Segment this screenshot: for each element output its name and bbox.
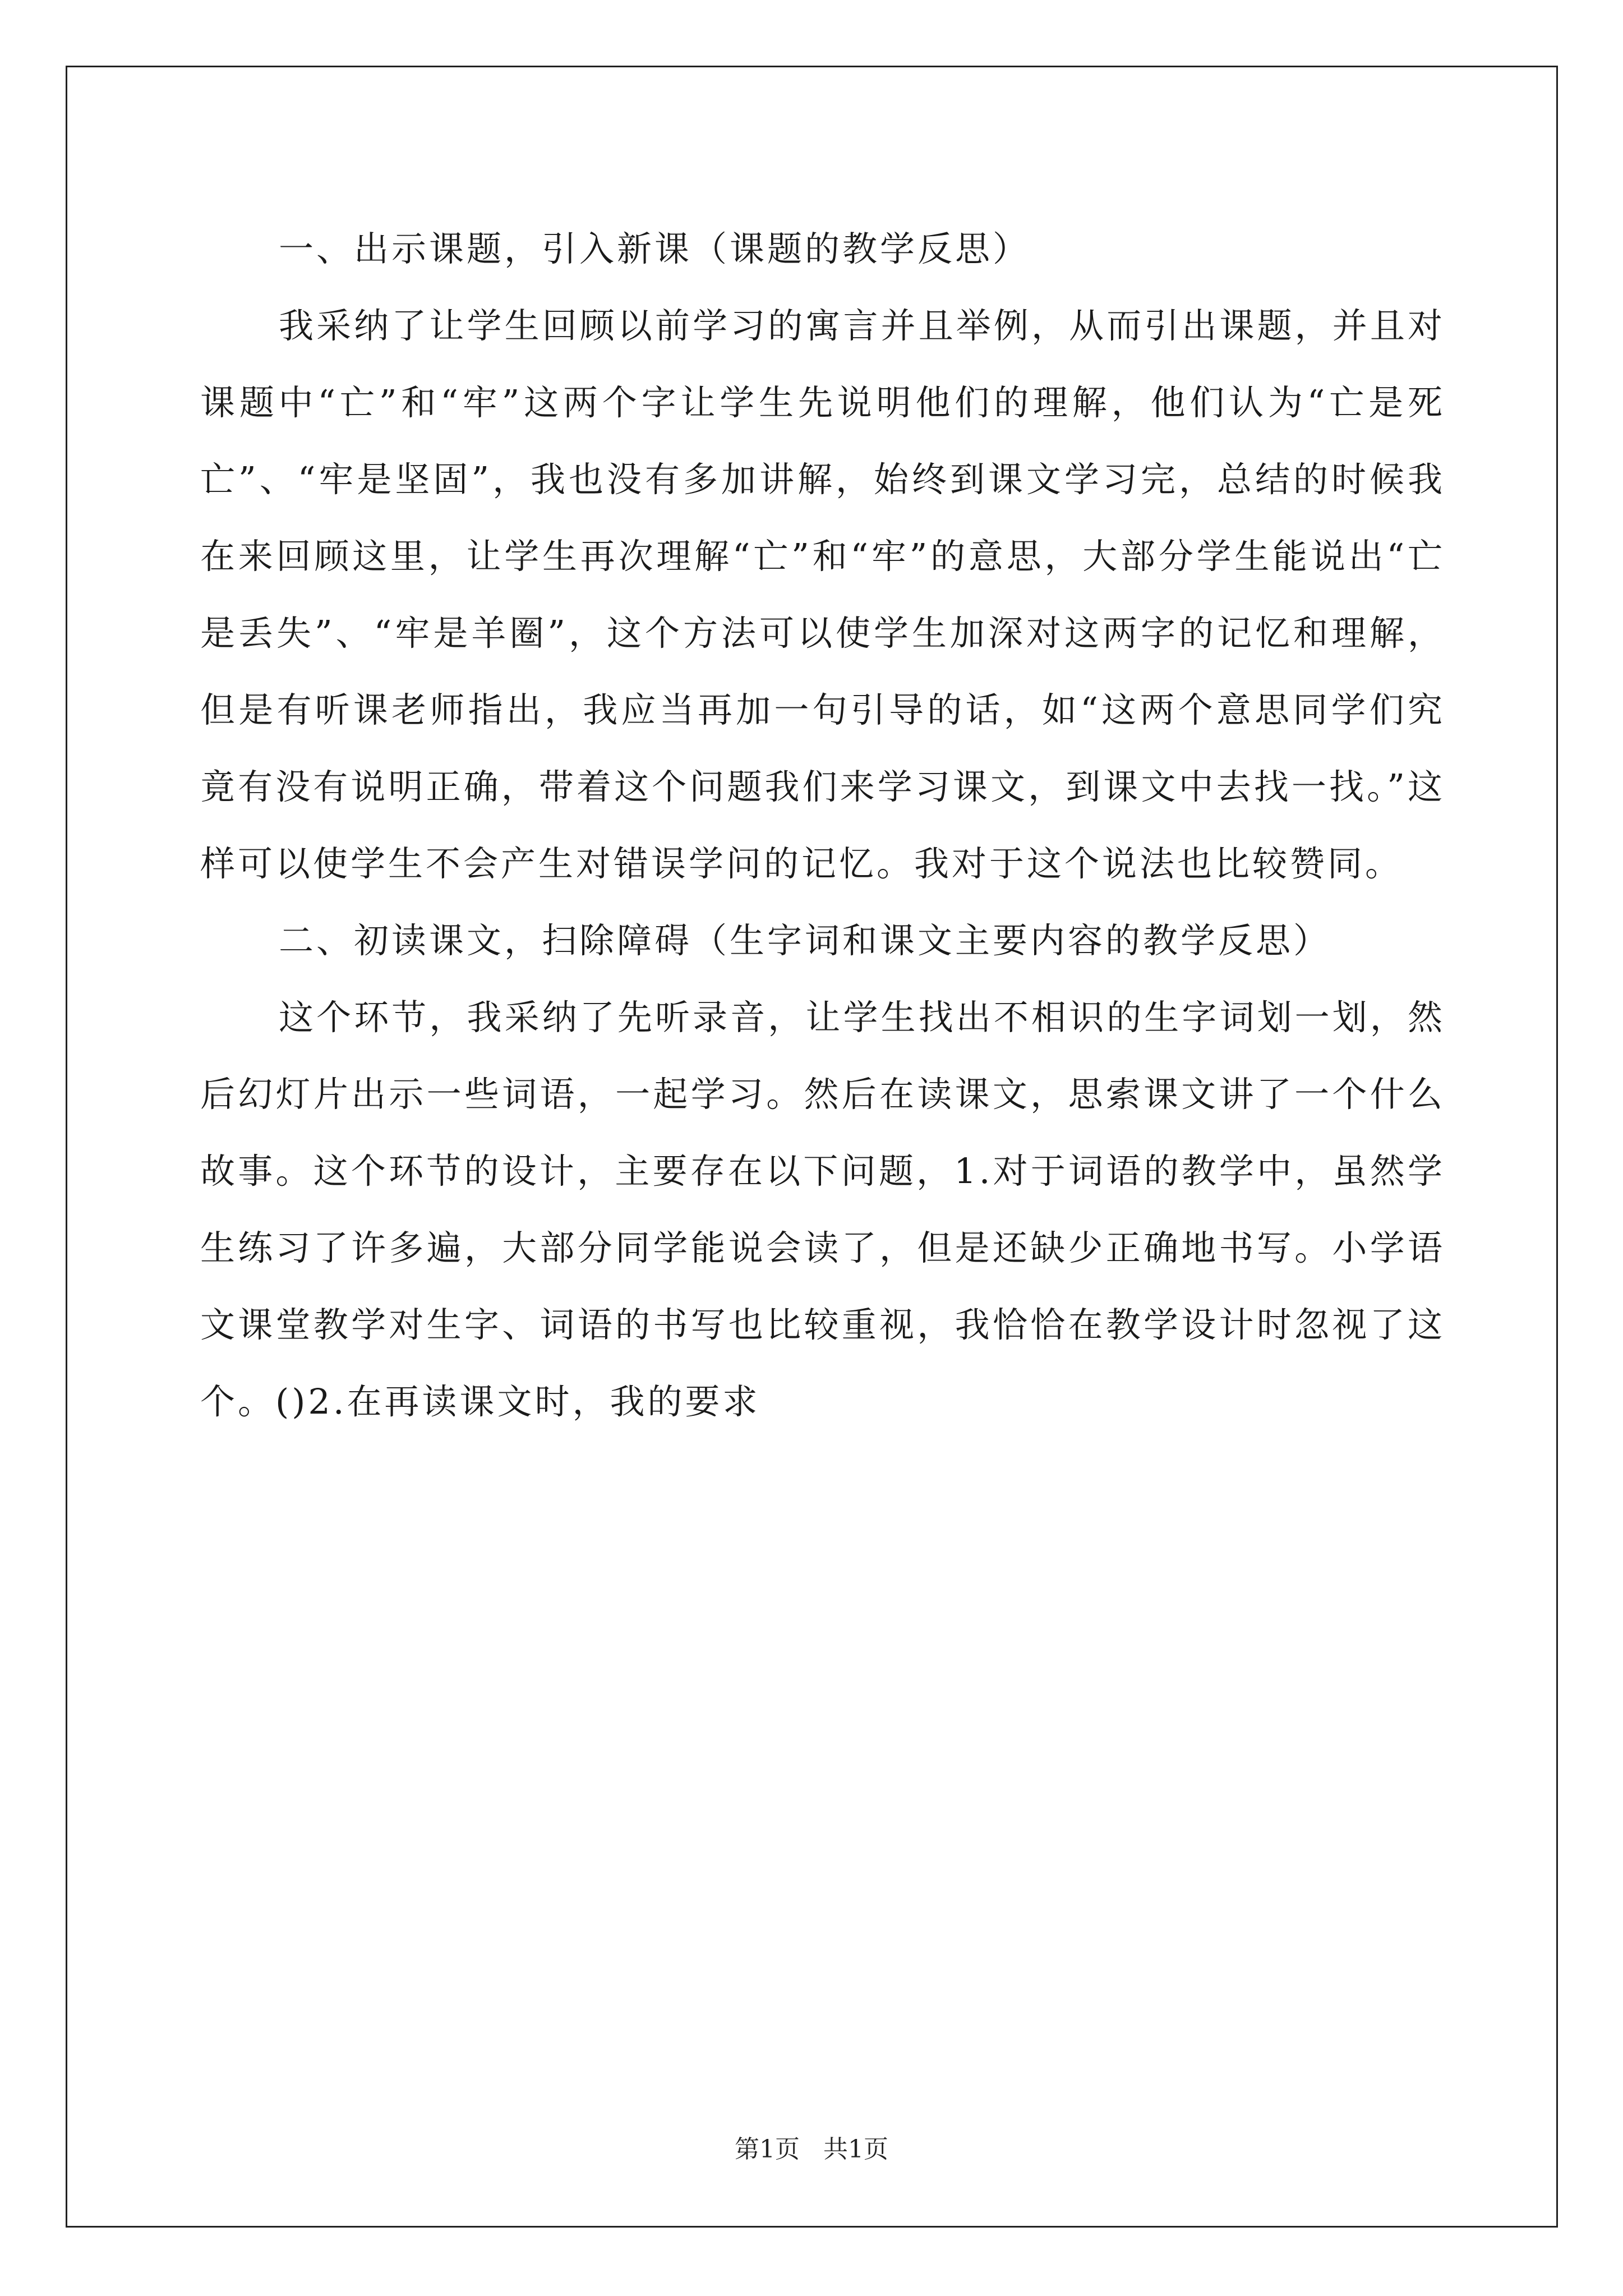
page-number-total: 共1页 <box>823 2135 888 2164</box>
page-footer <box>0 2129 1623 2165</box>
page-number-current: 第1页 <box>735 2135 800 2164</box>
paragraph-1: 我采纳了让学生回顾以前学习的寓言并且举例，从而引出课题，并且对课题中“亡”和“牢”这两个字让学生先说明他们的理解，他们认为“亡是死亡”、“牢是坚固”，我也没有多加讲解，始终到课文学习完，总结的时候我在来回顾这里，让学生再次理解“亡”和“牢”的意思，大部分学生能说出“亡是丢失”、“牢是羊圈”，这个方法可以使学生加深对这两字的记忆和理解，但是有听课老师指出，我应当再加一句引导的话，如“这两个意思同学们究竟有没有说明正确，带着这个问题我们来学习课文，到课文中去找一找。”这样可以使学生不会产生对错误学问的记忆。我对于这个说法也比较赞同。 <box>200 305 1445 884</box>
section-heading-2: 二、初读课文，扫除障碍（生字词和课文主要内容的教学反思） <box>279 920 1331 961</box>
section-heading-1: 一、出示课题，引入新课（课题的教学反思） <box>279 228 1031 269</box>
document-body <box>200 210 1445 1440</box>
paragraph-2: 这个环节，我采纳了先听录音，让学生找出不相识的生字词划一划，然后幻灯片出示一些词语，一起学习。然后在读课文，思索课文讲了一个什么故事。这个环节的设计，主要存在以下问题，1.对于词语的教学中，虽然学生练习了许多遍，大部分同学能说会读了，但是还缺少正确地书写。小学语文课堂教学对生字、词语的书写也比较重视，我恰恰在教学设计时忽视了这个。()2.在再读课文时，我的要求 <box>200 997 1445 1422</box>
